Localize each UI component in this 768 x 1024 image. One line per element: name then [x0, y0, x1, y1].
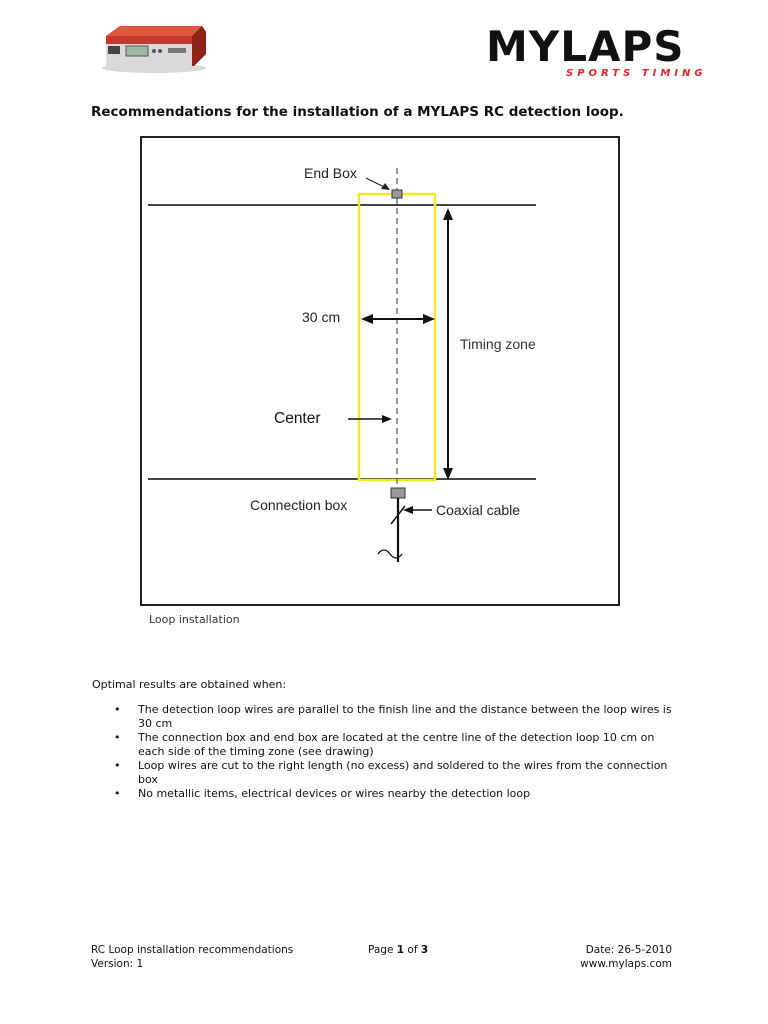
detection-loop [359, 194, 435, 480]
figure-caption: Loop installation [149, 613, 240, 626]
end-box-label: End Box [304, 165, 357, 181]
page-of: of [404, 944, 421, 956]
list-item: • No metallic items, electrical devices or wires nearby the detection loop [110, 787, 680, 801]
list-item: • The detection loop wires are parallel to the finish line and the distance between the loop wires is 30 cm [110, 703, 680, 731]
list-item: • Loop wires are cut to the right length (no excess) and soldered to the wires from the connection box [110, 759, 680, 787]
logo-tagline: SPORTS TIMING [566, 68, 707, 79]
mylaps-logo: MYLAPS [486, 22, 685, 71]
recommendation-list [110, 703, 680, 801]
page-current: 1 [396, 944, 405, 956]
document-title: Recommendations for the installation of a MYLAPS RC detection loop. [91, 104, 624, 120]
end-box [392, 190, 402, 198]
timing-zone-label: Timing zone [460, 336, 536, 352]
footer-version: Version: 1 [91, 958, 144, 970]
connection-box-label: Connection box [250, 497, 348, 513]
footer-page-number [368, 944, 428, 956]
footer-website-link[interactable]: www.mylaps.com [580, 958, 672, 970]
connection-box [391, 488, 405, 498]
footer-date: Date: 26-5-2010 [585, 944, 672, 956]
page-total: 3 [420, 944, 429, 956]
footer-doc-name: RC Loop installation recommendations [91, 944, 294, 956]
width-label: 30 cm [302, 309, 341, 325]
center-label: Center [274, 410, 321, 427]
loop-installation-diagram [140, 136, 620, 606]
coaxial-cable-label: Coaxial cable [436, 502, 521, 518]
list-item: • The connection box and end box are located at the centre line of the detection loop 10 cm on each side of the timing zone (see drawing) [110, 731, 680, 759]
timing-device-image [98, 22, 210, 74]
intro-text: Optimal results are obtained when: [92, 678, 287, 691]
page-prefix: Page [368, 944, 397, 956]
